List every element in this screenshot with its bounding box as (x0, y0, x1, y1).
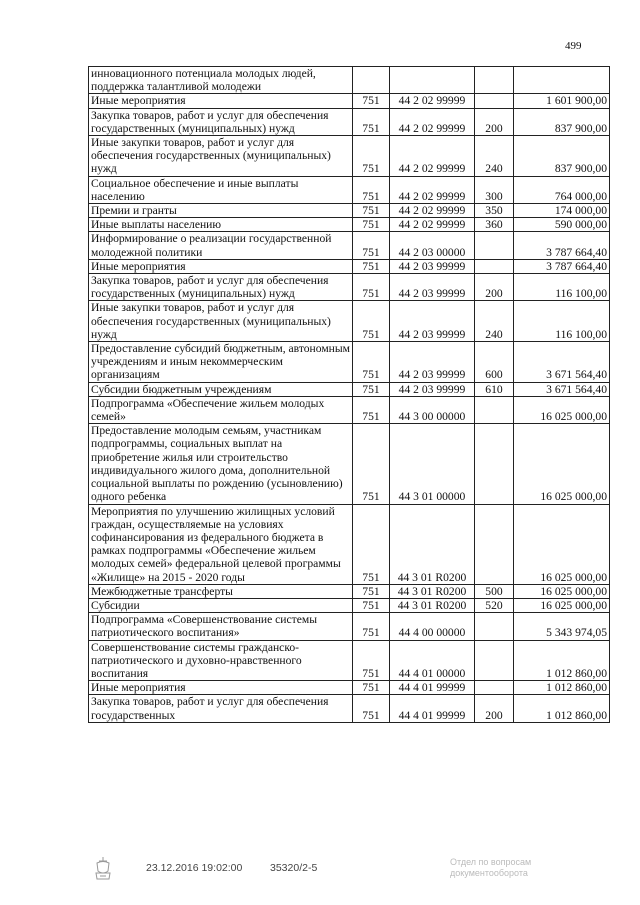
row-department-code: 751 (353, 108, 390, 135)
row-name: Субсидии бюджетным учреждениям (89, 382, 353, 396)
row-amount: 16 025 000,00 (514, 584, 610, 598)
row-amount (514, 67, 610, 94)
row-name: Информирование о реализации государственной молодежной политики (89, 232, 353, 259)
row-name: Межбюджетные трансферты (89, 584, 353, 598)
row-expense-type (475, 613, 514, 640)
row-amount: 1 012 860,00 (514, 695, 610, 722)
row-expense-type (475, 94, 514, 108)
row-expense-type (475, 504, 514, 584)
row-expense-type: 500 (475, 584, 514, 598)
row-target-article: 44 4 01 99999 (390, 695, 475, 722)
table-row (89, 584, 610, 598)
row-target-article: 44 2 03 99999 (390, 382, 475, 396)
row-amount: 1 012 860,00 (514, 640, 610, 681)
emblem-icon (93, 855, 113, 883)
row-target-article: 44 2 02 99999 (390, 204, 475, 218)
row-target-article: 44 2 03 00000 (390, 232, 475, 259)
row-name: Подпрограмма «Совершенствование системы патриотического воспитания» (89, 613, 353, 640)
row-name: Закупка товаров, работ и услуг для обеспечения государственных (муниципальных) нужд (89, 274, 353, 301)
row-expense-type: 300 (475, 176, 514, 203)
row-target-article: 44 3 01 R0200 (390, 598, 475, 612)
row-target-article: 44 2 02 99999 (390, 136, 475, 177)
row-department-code: 751 (353, 382, 390, 396)
row-name: инновационного потенциала молодых людей, поддержка талантливой молодежи (89, 67, 353, 94)
row-amount: 5 343 974,05 (514, 613, 610, 640)
row-amount: 3 671 564,40 (514, 382, 610, 396)
footer-doc-number: 35320/2-5 (270, 862, 318, 874)
table-row (89, 695, 610, 722)
row-amount: 174 000,00 (514, 204, 610, 218)
row-name: Иные мероприятия (89, 259, 353, 273)
row-department-code: 751 (353, 204, 390, 218)
row-expense-type (475, 681, 514, 695)
faint-watermark: Отдел по вопросам документооборота (450, 857, 532, 878)
page-number: 499 (565, 40, 582, 52)
row-expense-type (475, 424, 514, 504)
row-expense-type: 520 (475, 598, 514, 612)
row-target-article: 44 2 02 99999 (390, 94, 475, 108)
row-name: Социальное обеспечение и иные выплаты населению (89, 176, 353, 203)
row-expense-type (475, 259, 514, 273)
row-amount: 116 100,00 (514, 274, 610, 301)
row-department-code: 751 (353, 613, 390, 640)
row-department-code: 751 (353, 232, 390, 259)
table-row (89, 396, 610, 423)
row-department-code: 751 (353, 342, 390, 383)
row-name: Иные выплаты населению (89, 218, 353, 232)
row-expense-type (475, 232, 514, 259)
row-name: Иные закупки товаров, работ и услуг для обеспечения государственных (муниципальных) нужд (89, 136, 353, 177)
row-target-article: 44 2 02 99999 (390, 218, 475, 232)
row-department-code (353, 67, 390, 94)
row-department-code: 751 (353, 259, 390, 273)
table-row (89, 259, 610, 273)
row-department-code: 751 (353, 640, 390, 681)
row-target-article: 44 3 01 R0200 (390, 504, 475, 584)
row-amount: 3 787 664,40 (514, 232, 610, 259)
table-row (89, 218, 610, 232)
row-expense-type: 200 (475, 108, 514, 135)
row-expense-type (475, 67, 514, 94)
row-expense-type: 240 (475, 136, 514, 177)
row-department-code: 751 (353, 681, 390, 695)
row-name: Подпрограмма «Обеспечение жильем молодых семей» (89, 396, 353, 423)
row-name: Иные закупки товаров, работ и услуг для обеспечения государственных (муниципальных) нужд (89, 301, 353, 342)
row-amount: 3 787 664,40 (514, 259, 610, 273)
row-amount: 3 671 564,40 (514, 342, 610, 383)
row-department-code: 751 (353, 695, 390, 722)
row-target-article: 44 2 03 99999 (390, 342, 475, 383)
row-expense-type: 240 (475, 301, 514, 342)
row-target-article: 44 2 02 99999 (390, 108, 475, 135)
table-row (89, 382, 610, 396)
table-row (89, 424, 610, 504)
table-row (89, 176, 610, 203)
row-name: Мероприятия по улучшению жилищных условий граждан, осуществляемые на условиях софинансирования из федерального бюджета в рамках подпрограммы «Обеспечение жильем молодых семей» федеральной целевой программы «Жилище» на 2015 - 2020 годы (89, 504, 353, 584)
row-amount: 16 025 000,00 (514, 424, 610, 504)
row-amount: 1 601 900,00 (514, 94, 610, 108)
budget-table (88, 66, 610, 723)
row-expense-type (475, 640, 514, 681)
row-target-article: 44 4 01 00000 (390, 640, 475, 681)
row-target-article: 44 4 00 00000 (390, 613, 475, 640)
row-amount: 1 012 860,00 (514, 681, 610, 695)
row-target-article: 44 3 00 00000 (390, 396, 475, 423)
row-amount: 116 100,00 (514, 301, 610, 342)
row-department-code: 751 (353, 598, 390, 612)
table-row (89, 204, 610, 218)
row-name: Иные мероприятия (89, 94, 353, 108)
row-name: Иные мероприятия (89, 681, 353, 695)
row-name: Закупка товаров, работ и услуг для обеспечения государственных (муниципальных) нужд (89, 108, 353, 135)
table-row (89, 274, 610, 301)
row-amount: 590 000,00 (514, 218, 610, 232)
row-department-code: 751 (353, 218, 390, 232)
table-row (89, 342, 610, 383)
row-name: Закупка товаров, работ и услуг для обеспечения государственных (89, 695, 353, 722)
row-department-code: 751 (353, 94, 390, 108)
row-amount: 764 000,00 (514, 176, 610, 203)
row-amount: 16 025 000,00 (514, 598, 610, 612)
row-target-article: 44 4 01 99999 (390, 681, 475, 695)
row-name: Предоставление субсидий бюджетным, автономным учреждениям и иным некоммерческим организациям (89, 342, 353, 383)
row-amount: 837 900,00 (514, 108, 610, 135)
budget-table-body (89, 67, 610, 723)
footer-timestamp: 23.12.2016 19:02:00 (146, 862, 243, 874)
row-target-article (390, 67, 475, 94)
row-expense-type: 600 (475, 342, 514, 383)
row-amount: 16 025 000,00 (514, 504, 610, 584)
row-department-code: 751 (353, 504, 390, 584)
row-expense-type: 610 (475, 382, 514, 396)
row-name: Субсидии (89, 598, 353, 612)
row-amount: 837 900,00 (514, 136, 610, 177)
row-target-article: 44 3 01 R0200 (390, 584, 475, 598)
row-expense-type: 350 (475, 204, 514, 218)
row-name: Совершенствование системы гражданско-патриотического и духовно-нравственного воспитания (89, 640, 353, 681)
table-row (89, 681, 610, 695)
table-row (89, 504, 610, 584)
table-row (89, 613, 610, 640)
row-department-code: 751 (353, 176, 390, 203)
row-name: Предоставление молодым семьям, участникам подпрограммы, социальных выплат на приобретение жилья или строительство индивидуального жилого дома, дополнительной социальной выплаты по рождению (усыновлению) одного ребенка (89, 424, 353, 504)
table-row (89, 136, 610, 177)
row-target-article: 44 2 03 99999 (390, 301, 475, 342)
row-department-code: 751 (353, 136, 390, 177)
table-row (89, 232, 610, 259)
row-department-code: 751 (353, 424, 390, 504)
row-target-article: 44 2 03 99999 (390, 274, 475, 301)
row-name: Премии и гранты (89, 204, 353, 218)
row-expense-type: 200 (475, 695, 514, 722)
table-row (89, 598, 610, 612)
row-amount: 16 025 000,00 (514, 396, 610, 423)
row-expense-type: 200 (475, 274, 514, 301)
row-expense-type: 360 (475, 218, 514, 232)
row-target-article: 44 2 03 99999 (390, 259, 475, 273)
row-target-article: 44 3 01 00000 (390, 424, 475, 504)
row-department-code: 751 (353, 584, 390, 598)
row-department-code: 751 (353, 396, 390, 423)
table-row (89, 640, 610, 681)
row-target-article: 44 2 02 99999 (390, 176, 475, 203)
row-department-code: 751 (353, 301, 390, 342)
table-row (89, 67, 610, 94)
row-expense-type (475, 396, 514, 423)
table-row (89, 301, 610, 342)
table-row (89, 94, 610, 108)
row-department-code: 751 (353, 274, 390, 301)
table-row (89, 108, 610, 135)
